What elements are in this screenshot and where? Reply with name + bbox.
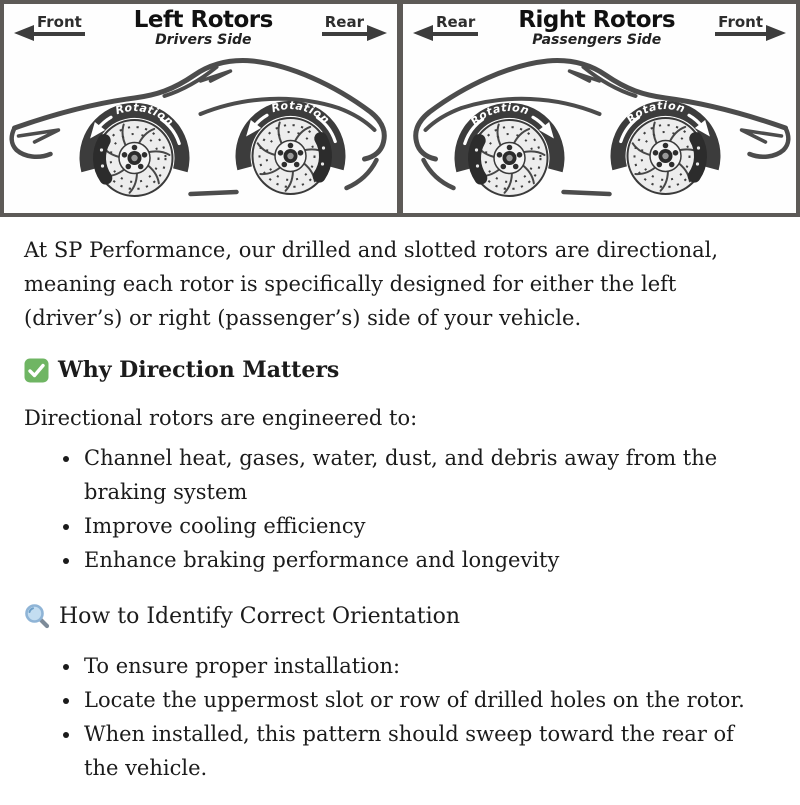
arrow-left-icon (14, 25, 34, 41)
list-item-text: Channel heat, gases, water, dust, and debris away from the braking system (84, 446, 718, 504)
rear-wheel (236, 99, 346, 194)
rear-direction-label (413, 14, 478, 41)
arrow-right-icon (766, 25, 786, 41)
arrow-right-icon (367, 25, 387, 41)
right-car-sketch (403, 52, 796, 212)
list-item (82, 441, 770, 509)
front-direction-label (715, 14, 786, 41)
article (0, 217, 800, 805)
left-panel-header (4, 4, 397, 52)
list-item-text: Enhance braking performance and longevity (84, 548, 560, 572)
panel-title: Left Rotors (133, 7, 273, 33)
rear-direction-label (322, 14, 387, 41)
direction-text: Rear (322, 14, 367, 36)
list-item (82, 717, 770, 785)
direction-text: Rear (433, 14, 478, 36)
panel-subtitle: Passengers Side (532, 32, 662, 48)
check-icon (24, 358, 49, 383)
left-panel-title-block (85, 8, 322, 48)
right-panel-header (403, 4, 796, 52)
panel-title: Right Rotors (518, 7, 676, 33)
orientation-steps-list (24, 649, 770, 785)
direction-text: Front (715, 14, 766, 36)
right-panel-title-block (478, 8, 715, 48)
direction-text: Front (34, 14, 85, 36)
list-item-text: Locate the uppermost slot or row of drilled holes on the rotor. (84, 688, 745, 712)
right-rotors-panel (400, 0, 800, 217)
list-item-text: To ensure proper installation: (84, 654, 401, 678)
section-heading-why-direction-matters (24, 357, 770, 383)
front-wheel (80, 101, 190, 196)
benefits-list (24, 441, 770, 577)
left-rotors-panel (0, 0, 400, 217)
list-item (82, 543, 770, 577)
left-car-sketch (4, 52, 397, 212)
intro-paragraph: At SP Performance, our drilled and slotted rotors are directional, meaning each rotor is specifically designed for either the left (driver’s) or right (passenger’s) side of your vehicle. (24, 238, 719, 330)
arrow-left-icon (413, 25, 433, 41)
panel-subtitle: Drivers Side (155, 32, 252, 48)
front-wheel (611, 99, 721, 194)
section-heading-identify-orientation (24, 603, 770, 629)
magnifier-icon (24, 603, 50, 629)
list-item (82, 509, 770, 543)
section1-lead: Directional rotors are engineered to: (24, 406, 418, 430)
section-heading-text: How to Identify Correct Orientation (59, 603, 461, 629)
front-direction-label (14, 14, 85, 41)
rotor-direction-diagram (0, 0, 800, 217)
list-item-text: Improve cooling efficiency (84, 514, 366, 538)
rear-wheel (455, 101, 565, 196)
list-item (82, 649, 770, 683)
section-heading-text: Why Direction Matters (58, 357, 340, 383)
list-item (82, 683, 770, 717)
list-item-text: When installed, this pattern should sweep toward the rear of the vehicle. (84, 722, 734, 780)
